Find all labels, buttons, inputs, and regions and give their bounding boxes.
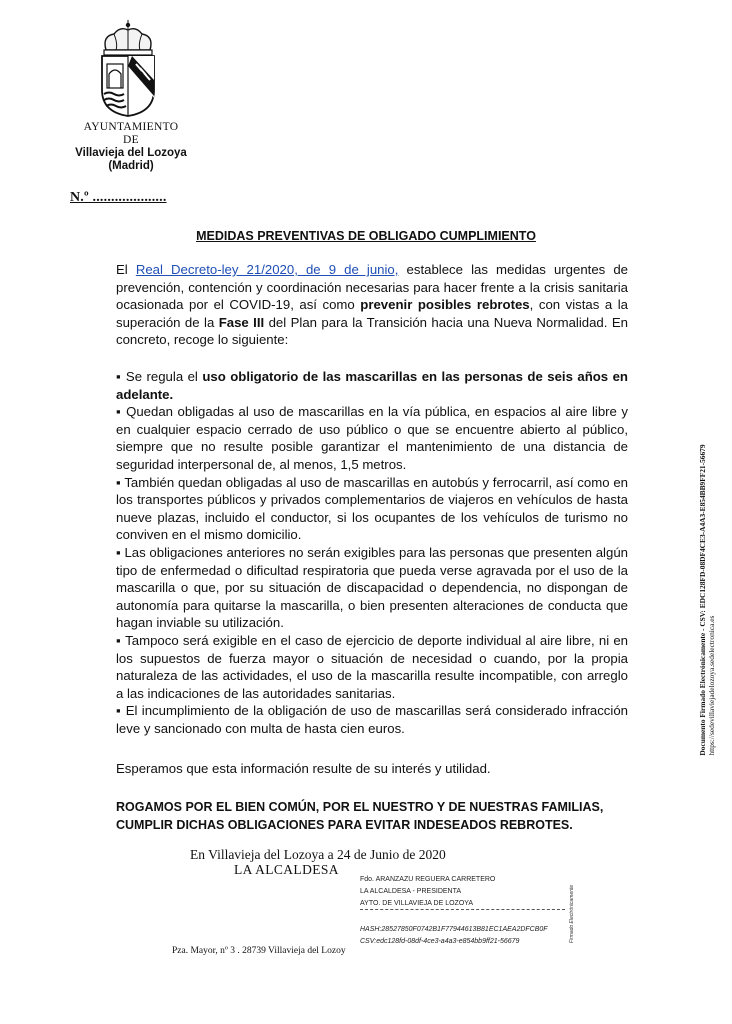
decree-link[interactable]: Real Decreto-ley 21/2020, de 9 de junio, [135,262,399,277]
side-stamp-csv: Documento Firmado Electrónicamente - CSV: EDC128FD-08DF4CE3-A4A3-E854BB9FF21-56679 [698,444,707,756]
signer-organization: AYTO. DE VILLAVIEJA DE LOZOYA [360,898,565,911]
list-item: ▪ Quedan obligadas al uso de mascarillas en la vía pública, en espacios al aire libre y en cualquier espacio cerrado de uso público o que se encuentre abierto al público, siempre que no resulte posible garantizar el mantenimiento de una distancia de seguridad interpersonal de, al menos, 1,5 metros. [116,404,628,472]
coat-of-arms-icon [92,20,164,118]
intro-prefix: El [116,262,136,277]
plea-line-1: ROGAMOS POR EL BIEN COMÚN, POR EL NUESTRO Y DE NUESTRAS FAMILIAS, [116,800,604,814]
electronic-signature-block [360,874,560,948]
bullet-1-prefix: ▪ Se regula el [116,369,203,384]
list-item: ▪ También quedan obligadas al uso de mascarillas en autobús y ferrocarril, así como en los transportes públicos y privados complementarios de viajeros en vehículos de hasta nueve plazas, incluido el conductor, si los ocupantes de los vehículos de turismo no conviven en el mismo domicilio. [116,474,628,543]
list-item: ▪ Tampoco será exigible en el caso de ejercicio de deporte individual al aire libre, ni en los supuestos de fuerza mayor o situación de necesidad o cuando, por la propia naturaleza de las actividades, el uso de la mascarilla resulte incompatible, con arreglo a las indicaciones de las autoridades sanitarias. [116,632,628,701]
side-stamp-url[interactable]: https://sedevillaviejadelozoya.sedelectronica.es [707,615,716,756]
list-item: ▪ El incumplimiento de la obligación de uso de mascarillas será considerado infracción leve y sancionado con multa de hasta cien euros. [116,703,628,736]
signature-stamp-text: Firmado Electrónicamente [569,884,575,944]
signer-role: LA ALCALDESA [234,862,339,877]
intro-paragraph [116,261,628,349]
header-line-town: Villavieja del Lozoya [75,147,187,159]
signer-position: LA ALCALDESA - PRESIDENTA [360,887,462,895]
signer-name: Fdo. ARANZAZU REGUERA CARRETERO [360,876,496,883]
header-line-de: DE [123,134,139,146]
closing-sentence: Esperamos que esta información resulte de su interés y utilidad. [116,761,491,776]
plea-block [116,798,636,834]
signature-stamp [566,876,578,952]
intro-text-2: , con vistas a la superación de la [116,297,629,330]
side-verification-stamp [694,410,720,790]
intro-bold-rebrotes: prevenir posibles rebrotes [360,297,530,313]
intro-bold-fase: Fase III [218,314,265,330]
signature-csv: CSV:edc128fd-08df-4ce3-a4a3-e854bb9ff21-56679 [360,938,520,946]
measures-list [116,368,628,737]
list-item: ▪ Las obligaciones anteriores no serán exigibles para las personas que presenten algún tipo de enfermedad o dificultad respiratoria que pueda verse agravada por el uso de la mascarilla o que, por su situación de discapacidad o dependencia, no dispongan de autonomía para quitarse la mascarilla, o bien presenten alteraciones de conducta que hagan inviable su utilización. [116,544,628,631]
document-number: N.º .................... [70,190,167,205]
header-line-region: (Madrid) [108,160,154,172]
list-item [116,368,628,403]
place-and-date: En Villavieja del Lozoya a 24 de Junio de 2020 [190,847,446,862]
signature-hash: HASH:28527850F0742B1F77944613B81EC1AEA2DFCB0F [360,926,548,934]
intro-text-1: establece las medidas urgentes de prevención, contención y coordinación necesarias para hacer frente a la crisis sanitaria ocasionada por el COVID-19, así como [116,262,629,313]
municipality-header [58,121,204,173]
footer-address: Pza. Mayor, nº 3 . 28739 Villavieja del Lozoy [172,946,346,956]
intro-text-3: del Plan para la Transición hacia una Nueva Normalidad. En concreto, recoge lo siguiente: [116,314,628,348]
header-line-ayuntamiento: AYUNTAMIENTO [83,121,179,133]
document-title: MEDIDAS PREVENTIVAS DE OBLIGADO CUMPLIMIENTO [196,229,536,243]
plea-line-2: CUMPLIR DICHAS OBLIGACIONES PARA EVITAR INDESEADOS REBROTES. [116,818,573,832]
bullet-1-bold: uso obligatorio de las mascarillas en las personas de seis años en adelante. [116,369,628,402]
